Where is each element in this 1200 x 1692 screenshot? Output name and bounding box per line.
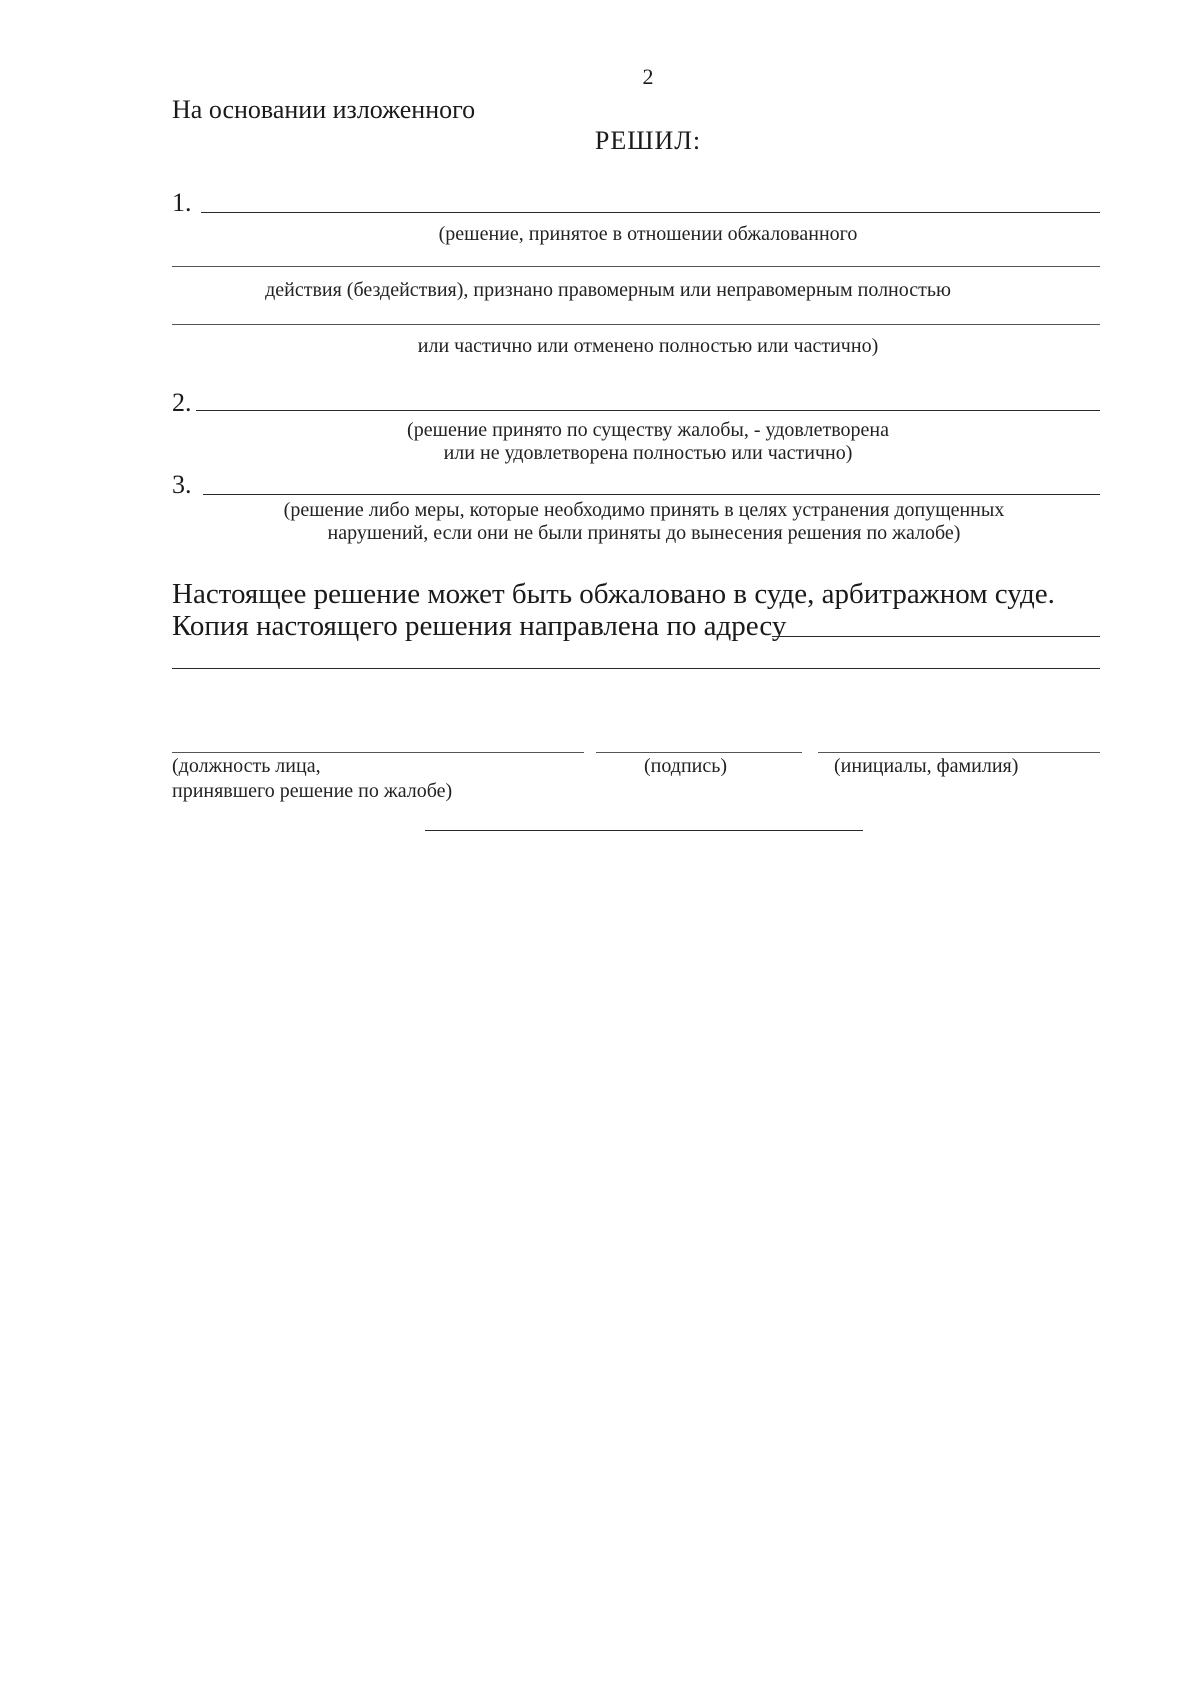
copy-address-fill-line — [772, 636, 1100, 637]
item-3-caption-line-2: нарушений, если они не были приняты до вынесения решения по жалобе) — [327, 522, 961, 544]
copy-address-fill-line-2 — [172, 668, 1100, 669]
item-3-caption-line-1: (решение либо меры, которые необходимо принять в целях устранения допущенных — [283, 499, 1005, 521]
item-1-caption-line-2: действия (бездействия), признано правомерным или неправомерным полностью — [265, 279, 951, 301]
item-1-fill-line — [201, 212, 1100, 213]
item-1-caption-line-1: (решение, принятое в отношении обжалованного — [438, 223, 858, 245]
signature-line — [596, 752, 802, 753]
item-1-fill-line-3 — [172, 324, 1100, 325]
item-1-caption-line-3: или частично или отменено полностью или частично) — [417, 335, 879, 357]
copy-address-text: Копия настоящего решения направлена по адресу — [172, 610, 787, 642]
page-number: 2 — [642, 64, 654, 89]
item-3-fill-line — [203, 494, 1100, 495]
item-2-caption-line-2: или не удовлетворена полностью или частично) — [443, 442, 853, 464]
signature-caption: (подпись) — [644, 755, 728, 777]
name-caption: (инициалы, фамилия) — [834, 755, 1019, 777]
item-2-caption-line-1: (решение принято по существу жалобы, - удовлетворена — [407, 419, 889, 441]
item-3-number: 3. — [172, 470, 192, 499]
decision-heading: РЕШИЛ: — [594, 126, 702, 155]
item-2-number: 2. — [172, 388, 192, 417]
position-caption-line-1: (должность лица, — [172, 755, 321, 777]
intro-text: На основании изложенного — [172, 95, 476, 124]
closing-rule — [425, 830, 863, 831]
position-caption-line-2: принявшего решение по жалобе) — [172, 780, 453, 802]
item-1-fill-line-2 — [172, 266, 1100, 267]
position-signature-line — [172, 752, 584, 753]
appeal-text: Настоящее решение может быть обжаловано в суде, арбитражном суде. — [172, 578, 1055, 610]
name-signature-line — [818, 752, 1100, 753]
item-2-fill-line — [196, 410, 1100, 411]
item-1-number: 1. — [172, 188, 192, 217]
